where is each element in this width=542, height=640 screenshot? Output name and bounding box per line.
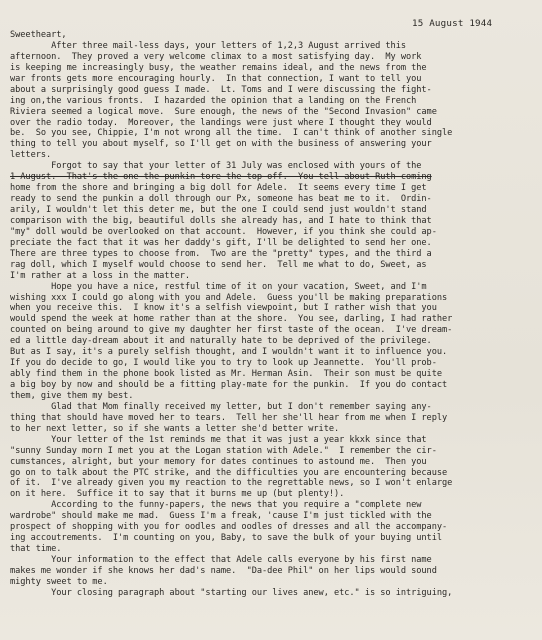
letter-line: of it. I've already given you my reaction to the regrettable news, so I won't enlarge — [10, 478, 453, 489]
letter-line: that time. — [10, 544, 62, 555]
letter-line: ed a little day-dream about it and naturally hate to be deprived of the privilege. — [10, 336, 432, 347]
letter-line: ing on,the various fronts. I hazarded the opinion that a landing on the French — [10, 95, 417, 106]
letter-line: If you do decide to go, I would like you to try to look up Jeannette. You'll prob- — [10, 358, 437, 369]
letter-date: 15 August 1944 — [412, 18, 493, 29]
letter-line: "sunny Sunday morn I met you at the Logan station with Adele." I remember the cir- — [10, 445, 437, 456]
letter-line: ing accoutrements. I'm counting on you, Baby, to save the bulk of your buying until — [10, 533, 442, 544]
letter-line: rag doll, which I myself would choose to send her. Tell me what to do, Sweet, as — [10, 259, 427, 270]
letter-line: comparison with the big, beautiful dolls she already has, and I hate to think that — [10, 215, 432, 226]
letter-line: when you receive this. I know it's a selfish viewpoint, but I rather wish that you — [10, 303, 437, 314]
letter-line: on it here. Suffice it to say that it burns me up (but plenty!). — [10, 489, 345, 500]
letter-line: According to the funny-papers, the news that you require a "complete new — [10, 500, 422, 511]
letter-line: thing that should have moved her to tears. Tell her she'll hear from me when I reply — [10, 412, 448, 423]
letter-line: wardrobe" should make me mad. Guess I'm a freak, 'cause I'm just tickled with the — [10, 511, 432, 522]
letter-line: 1 August. That's the one the punkin tore the top off. You tell about Ruth coming — [10, 172, 432, 183]
letter-line: Riviera seemed a logical move. Sure enough, the news of the "Second Invasion" came — [10, 106, 437, 117]
letter-line: Forgot to say that your letter of 31 July was enclosed with yours of the — [10, 161, 422, 172]
letter-line: go on to talk about the PTC strike, and the difficulties you are encountering because — [10, 467, 448, 478]
letter-line: would spend the week at home rather than at the shore. You see, darling, I had rather — [10, 314, 453, 325]
letter-line: Your closing paragraph about "starting our lives anew, etc." is so intriguing, — [10, 587, 453, 598]
letter-line: I'm rather at a loss in the matter. — [10, 270, 190, 281]
letter-line: prospect of shopping with you for oodles and oodles of dresses and all the accompany- — [10, 522, 448, 533]
letter-line: about a surprisingly good guess I made. Lt. Toms and I were discussing the fight- — [10, 84, 432, 95]
letter-line: wishing xxx I could go along with you and Adele. Guess you'll be making preparations — [10, 292, 448, 303]
letter-line: arily, I wouldn't let this deter me, but the one I could send just wouldn't stand — [10, 205, 427, 215]
letter-line: to her next letter, so if she wants a letter she'd better write. — [10, 423, 340, 434]
letter-line: Your letter of the 1st reminds me that it was just a year kkxk since that — [10, 434, 427, 445]
letter-line: a big boy by now and should be a fitting play-mate for the punkin. If you do contact — [10, 380, 448, 390]
letter-line: But as I say, it's a purely selfish thought, and I wouldn't want it to influence you. — [10, 347, 448, 358]
letter-line: "my" doll would be overlooked on that account. However, if you think she could ap- — [10, 226, 437, 237]
letter-line: over the radio today. Moreover, the landings were just where I thought they would — [10, 117, 432, 128]
letter-line: preciate the fact that it was her daddy's gift, I'll be delighted to send her one. — [10, 237, 432, 248]
letter-line: Sweetheart, — [10, 30, 67, 40]
letter-line: them, give them my best. — [10, 390, 134, 401]
letter-line: There are three types to choose from. Two are the "pretty" types, and the third a — [10, 248, 432, 259]
letter-line: mighty sweet to me. — [10, 576, 108, 587]
letter-line: letters. — [10, 150, 52, 161]
letter-line: war fronts gets more encouraging hourly. In that connection, I want to tell you — [10, 73, 422, 84]
letter-line: ably find them in the phone book listed as Mr. Herman Asin. Their son must be quite — [10, 369, 442, 380]
letter-line: be. So you see, Chippie, I'm not wrong all the time. I can't think of another single — [10, 128, 453, 139]
letter-line: cumstances, alright, but your memory for dates continues to astound me. Then you — [10, 456, 427, 467]
letter-line: makes me wonder if she knows her dad's name. "Da-dee Phil" on her lips would sound — [10, 565, 437, 576]
letter-line: Glad that Mom finally received my letter, but I don't remember saying any- — [10, 401, 432, 412]
letter-line: thing to tell you about myself, so I'll get on with the business of answering your — [10, 139, 432, 150]
letter-line: After three mail-less days, your letters of 1,2,3 August arrived this — [10, 40, 406, 51]
letter-line: Your information to the effect that Adele calls everyone by his first name — [10, 555, 432, 565]
letter-line: afternoon. They proved a very welcome climax to a most satisfying day. My work — [10, 51, 422, 62]
letter-line: ready to send the punkin a doll through our Px, someone has beat me to it. Ordin- — [10, 194, 432, 205]
letter-body — [10, 30, 536, 599]
letter-line: is keeping me increasingly busy, the weather remains ideal, and the news from the — [10, 62, 427, 73]
letter-line: Hope you have a nice, restful time of it on your vacation, Sweet, and I'm — [10, 281, 427, 292]
letter-line: counted on being around to give my daughter her first taste of the ocean. I've dream- — [10, 325, 453, 336]
letter-line: home from the shore and bringing a big doll for Adele. It seems every time I get — [10, 183, 427, 194]
